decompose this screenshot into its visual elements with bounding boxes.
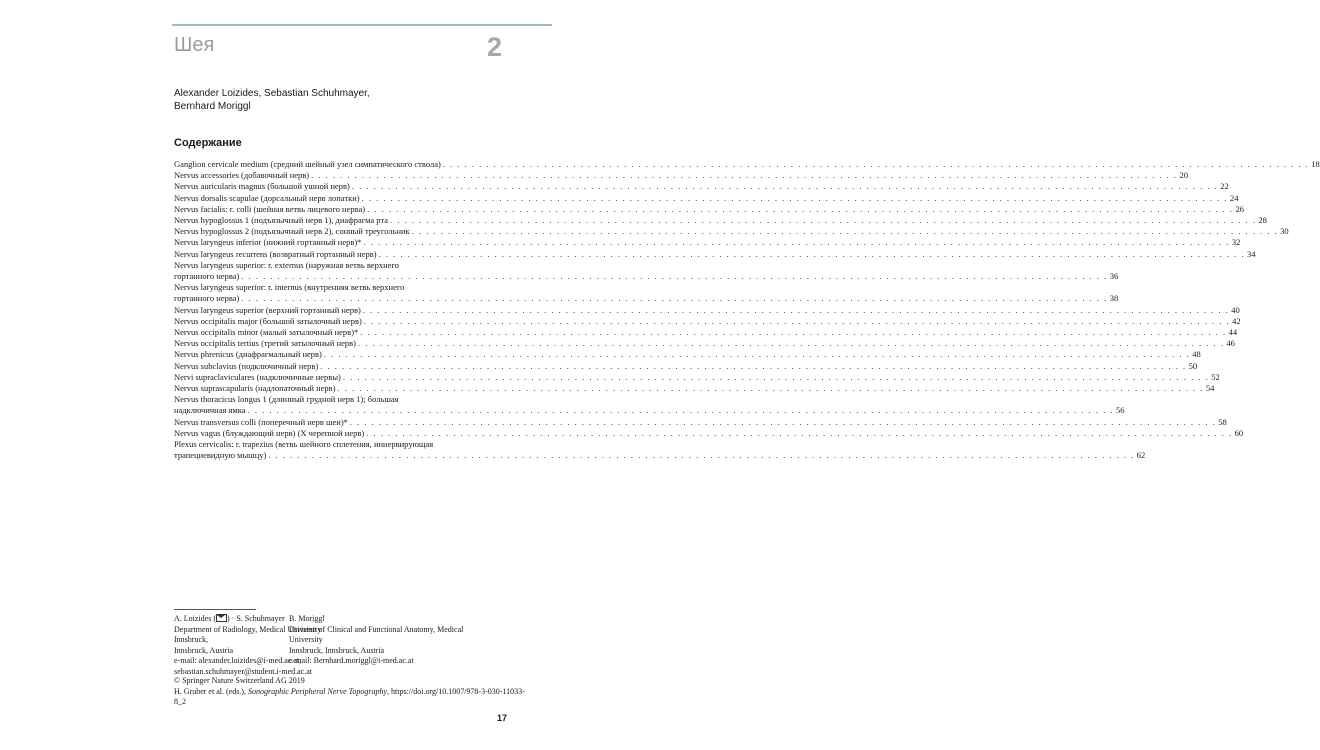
chapter-title: Шея <box>174 34 215 56</box>
copyright-notice <box>174 676 534 708</box>
toc-entry-page: 48 <box>1192 349 1201 360</box>
toc-entry[interactable] <box>174 338 1235 349</box>
toc-entry-title: Nervus facialis: r. colli (шейная ветвь лицевого нерва) <box>174 203 366 214</box>
email-line[interactable]: e-mail: alexander.loizides@i-med.ac.at; <box>174 656 302 665</box>
page-number: 17 <box>497 713 508 723</box>
envelope-icon <box>216 614 227 622</box>
toc-dot-leader: . . . . . . . . . . . . . . . . . . . . . . . . . . . . . . . . . . . . . . . . . . . . . . . . . . . . . . . . . . . . . . . . . . . . . . . . . . . . . . . . . . . . . . . . . . . . . . . . . . . . . . . . . . . . . . . . . . . . . . . . <box>241 293 1108 304</box>
affiliation-line: Department of Radiology, Medical University Innsbruck, <box>174 624 322 644</box>
toc-dot-leader: . . . . . . . . . . . . . . . . . . . . . . . . . . . . . . . . . . . . . . . . . . . . . . . . . . . . . . . . . . . . . . . . . . . . . . . . . . . . . . . . . . . . . . . . . . . . . . . . . . . . . . . . . . . . . . . . . . . . . . . . <box>349 416 1217 427</box>
affiliation-line: Division of Clinical and Functional Anatomy, Medical <box>289 624 464 634</box>
toc-entry[interactable] <box>174 349 1201 360</box>
toc-entry-page: 38 <box>1109 293 1119 304</box>
toc-entry-page: 60 <box>1234 427 1244 438</box>
toc-entry-page: 52 <box>1211 371 1220 382</box>
toc-entry-page: 54 <box>1205 383 1215 394</box>
toc-entry-title: Nervus occipitalis tertius (третий затылочный нерв) <box>174 338 356 349</box>
toc-entry-page: 22 <box>1220 181 1229 192</box>
toc-entry-title: надключичная ямка <box>174 405 246 416</box>
toc-entry[interactable] <box>174 427 1244 439</box>
toc-entry-title: Nervus accessories (добавочный нерв) <box>174 170 310 181</box>
toc-dot-leader: . . . . . . . . . . . . . . . . . . . . . . . . . . . . . . . . . . . . . . . . . . . . . . . . . . . . . . . . . . . . . . . . . . . . . . . . . . . . . . . . . . . . . . . . . . . . . . . . . . . . . . . . . . . . . . . . . . . . . . . . <box>363 237 1230 248</box>
toc-entry-page: 20 <box>1179 170 1189 181</box>
toc-entry[interactable] <box>174 215 1267 226</box>
affiliation-line: Innsbruck, Innsbruck, Austria <box>289 645 385 655</box>
toc-dot-leader: . . . . . . . . . . . . . . . . . . . . . . . . . . . . . . . . . . . . . . . . . . . . . . . . . . . . . . . . . . . . . . . . . . . . . . . . . . . . . . . . . . . . . . . . . . . . . . . . . . . . . . . . . . . . . . . . . . . . . . . . <box>366 427 1233 438</box>
toc-entry-title: Nervus laryngeus recurrens (возвратный гортанный нерв) <box>174 248 377 259</box>
toc-entry[interactable] <box>174 304 1240 316</box>
toc-entry[interactable] <box>174 260 504 271</box>
toc-entry[interactable] <box>174 192 1239 204</box>
email-line[interactable]: sebastian.schuhmayer@student.i-med.ac.at <box>174 666 312 676</box>
top-rule <box>172 24 552 26</box>
toc-entry[interactable] <box>174 271 1119 282</box>
toc-entry-title: Nervus transversus colli (поперечный нерв шеи)* <box>174 416 348 427</box>
toc-entry-title: Nervus laryngeus superior: r. externus (наружная ветвь верхнего <box>174 259 399 270</box>
toc-entry[interactable] <box>174 394 504 405</box>
footer-rule <box>174 609 256 610</box>
toc-entry-title: Nervus suprascapularis (надлопаточный нерв) <box>174 383 336 394</box>
toc-heading: Содержание <box>174 137 242 149</box>
toc-entry-title: трапециевидную мышцу) <box>174 450 267 461</box>
toc-entry[interactable] <box>174 170 1189 181</box>
toc-entry[interactable] <box>174 226 1289 237</box>
toc-entry-title: Nervus auricularis magnus (большой ушной нерв) <box>174 181 350 192</box>
doi-link[interactable]: , https://doi.org/10.1007/978-3-030-11033-8_2 <box>174 686 525 706</box>
toc-entry-title: Nervus laryngeus superior (верхний гортанный нерв) <box>174 304 361 315</box>
toc-entry-title: Nervus dorsalis scapulae (дорсальный нерв лопатки) <box>174 192 360 203</box>
toc-dot-leader: . . . . . . . . . . . . . . . . . . . . . . . . . . . . . . . . . . . . . . . . . . . . . . . . . . . . . . . . . . . . . . . . . . . . . . . . . . . . . . . . . . . . . . . . . . . . . . . . . . . . . . . . . . . . . . . . . . . . . . . . <box>363 315 1231 326</box>
toc-dot-leader: . . . . . . . . . . . . . . . . . . . . . . . . . . . . . . . . . . . . . . . . . . . . . . . . . . . . . . . . . . . . . . . . . . . . . . . . . . . . . . . . . . . . . . . . . . . . . . . . . . . . . . . . . . . . . . . . . . . . . . . . <box>311 170 1178 181</box>
toc-entry[interactable] <box>174 181 1229 192</box>
toc-dot-leader: . . . . . . . . . . . . . . . . . . . . . . . . . . . . . . . . . . . . . . . . . . . . . . . . . . . . . . . . . . . . . . . . . . . . . . . . . . . . . . . . . . . . . . . . . . . . . . . . . . . . . . . . . . . . . . . . . . . . . . . . <box>357 338 1225 349</box>
citation-line: H. Gruber et al. (eds.), Sonographic Peripheral Nerve Topography, https://doi.org/10.1007/978-3-030-11033-8_2 <box>174 686 525 706</box>
toc-dot-leader: . . . . . . . . . . . . . . . . . . . . . . . . . . . . . . . . . . . . . . . . . . . . . . . . . . . . . . . . . . . . . . . . . . . . . . . . . . . . . . . . . . . . . . . . . . . . . . . . . . . . . . . . . . . . . . . . . . . . . . . . <box>360 327 1227 338</box>
authors-line: Bernhard Moriggl <box>174 101 251 112</box>
toc-entry-page: 62 <box>1136 450 1146 461</box>
toc-entry-title: Nervus phrenicus (диафрагмальный нерв) <box>174 349 322 360</box>
toc-entry-page: 28 <box>1258 215 1267 226</box>
book-title: Sonographic Peripheral Nerve Topography <box>247 686 388 696</box>
toc-entry-page: 32 <box>1231 237 1241 248</box>
toc-dot-leader: . . . . . . . . . . . . . . . . . . . . . . . . . . . . . . . . . . . . . . . . . . . . . . . . . . . . . . . . . . . . . . . . . . . . . . . . . . . . . . . . . . . . . . . . . . . . . . . . . . . . . . . . . . . . . . . . . . . . . . . . <box>268 450 1135 461</box>
toc-dot-leader: . . . . . . . . . . . . . . . . . . . . . . . . . . . . . . . . . . . . . . . . . . . . . . . . . . . . . . . . . . . . . . . . . . . . . . . . . . . . . . . . . . . . . . . . . . . . . . . . . . . . . . . . . . . . . . . . . . . . . . . . <box>442 159 1310 169</box>
copyright-line: © Springer Nature Switzerland AG 2019 <box>174 676 305 685</box>
toc-entry[interactable] <box>174 371 1220 383</box>
toc-entry[interactable] <box>174 203 1244 215</box>
toc-entry-page: 26 <box>1235 203 1244 214</box>
toc-entry-page: 56 <box>1115 405 1125 416</box>
toc-dot-leader: . . . . . . . . . . . . . . . . . . . . . . . . . . . . . . . . . . . . . . . . . . . . . . . . . . . . . . . . . . . . . . . . . . . . . . . . . . . . . . . . . . . . . . . . . . . . . . . . . . . . . . . . . . . . . . . . . . . . . . . . <box>241 271 1108 282</box>
toc-entry[interactable] <box>174 383 1215 394</box>
toc-dot-leader: . . . . . . . . . . . . . . . . . . . . . . . . . . . . . . . . . . . . . . . . . . . . . . . . . . . . . . . . . . . . . . . . . . . . . . . . . . . . . . . . . . . . . . . . . . . . . . . . . . . . . . . . . . . . . . . . . . . . . . . . <box>323 349 1191 360</box>
toc-entry[interactable] <box>174 237 1241 248</box>
table-of-contents <box>174 159 1320 461</box>
toc-entry-title: Plexus cervicalis: r. trapezius (ветвь шейного сплетения, иннервирующая <box>174 439 434 450</box>
toc-entry-title: Ganglion cervicale medium (средний шейный узел симпатического ствола) <box>174 159 441 169</box>
toc-entry-page: 34 <box>1246 248 1256 259</box>
toc-dot-leader: . . . . . . . . . . . . . . . . . . . . . . . . . . . . . . . . . . . . . . . . . . . . . . . . . . . . . . . . . . . . . . . . . . . . . . . . . . . . . . . . . . . . . . . . . . . . . . . . . . . . . . . . . . . . . . . . . . . . . . . . <box>367 203 1234 214</box>
toc-entry-page: 18 <box>1311 159 1320 169</box>
toc-entry-title: Nervus laryngeus superior: r. internus (внутренняя ветвь верхнего <box>174 282 405 293</box>
toc-entry[interactable] <box>174 293 1119 304</box>
toc-dot-leader: . . . . . . . . . . . . . . . . . . . . . . . . . . . . . . . . . . . . . . . . . . . . . . . . . . . . . . . . . . . . . . . . . . . . . . . . . . . . . . . . . . . . . . . . . . . . . . . . . . . . . . . . . . . . . . . . . . . . . . . . <box>411 226 1279 237</box>
toc-entry-title: Nervus hypoglossus 2 (подъязычный нерв 2), сонный треугольник <box>174 226 410 237</box>
toc-dot-leader: . . . . . . . . . . . . . . . . . . . . . . . . . . . . . . . . . . . . . . . . . . . . . . . . . . . . . . . . . . . . . . . . . . . . . . . . . . . . . . . . . . . . . . . . . . . . . . . . . . . . . . . . . . . . . . . . . . . . . . . . <box>351 181 1219 192</box>
author-name: B. Moriggl <box>289 614 325 623</box>
toc-entry-page: 46 <box>1226 338 1235 349</box>
toc-entry-page: 50 <box>1188 360 1198 371</box>
toc-entry-page: 58 <box>1218 416 1227 427</box>
toc-entry[interactable] <box>174 360 1198 372</box>
toc-entry-page: 24 <box>1229 192 1239 203</box>
toc-dot-leader: . . . . . . . . . . . . . . . . . . . . . . . . . . . . . . . . . . . . . . . . . . . . . . . . . . . . . . . . . . . . . . . . . . . . . . . . . . . . . . . . . . . . . . . . . . . . . . . . . . . . . . . . . . . . . . . . . . . . . . . . <box>320 360 1187 371</box>
toc-entry-page: 30 <box>1280 226 1289 237</box>
toc-entry[interactable] <box>174 416 1227 428</box>
toc-entry-title: гортанного нерва) <box>174 271 240 282</box>
toc-entry[interactable] <box>174 327 1238 338</box>
toc-entry-title: Nervus occipitalis major (большой затылочный нерв) <box>174 315 362 326</box>
authors-line: Alexander Loizides, Sebastian Schuhmayer, <box>174 88 370 99</box>
toc-entry-title: Nervi supraclaviculares (надключичные нервы) <box>174 371 341 382</box>
email-line[interactable]: e-mail: Bernhard.moriggl@i-med.ac.at <box>289 656 414 665</box>
toc-entry-title: Nervus vagus (блуждающий нерв) (X черепной нерв) <box>174 427 365 438</box>
toc-entry-page: 42 <box>1232 315 1241 326</box>
toc-entry[interactable] <box>174 439 504 450</box>
toc-entry-title: Nervus thoracicus longus 1 (длинный грудной нерв 1); большая <box>174 394 399 405</box>
toc-dot-leader: . . . . . . . . . . . . . . . . . . . . . . . . . . . . . . . . . . . . . . . . . . . . . . . . . . . . . . . . . . . . . . . . . . . . . . . . . . . . . . . . . . . . . . . . . . . . . . . . . . . . . . . . . . . . . . . . . . . . . . . . <box>362 304 1230 315</box>
toc-entry-page: 36 <box>1109 271 1119 282</box>
toc-entry-page: 44 <box>1228 327 1238 338</box>
toc-entry-page: 40 <box>1231 304 1240 315</box>
toc-entry[interactable] <box>174 315 1241 327</box>
chapter-number: 2 <box>487 32 503 62</box>
toc-dot-leader: . . . . . . . . . . . . . . . . . . . . . . . . . . . . . . . . . . . . . . . . . . . . . . . . . . . . . . . . . . . . . . . . . . . . . . . . . . . . . . . . . . . . . . . . . . . . . . . . . . . . . . . . . . . . . . . . . . . . . . . . <box>337 383 1204 394</box>
toc-dot-leader: . . . . . . . . . . . . . . . . . . . . . . . . . . . . . . . . . . . . . . . . . . . . . . . . . . . . . . . . . . . . . . . . . . . . . . . . . . . . . . . . . . . . . . . . . . . . . . . . . . . . . . . . . . . . . . . . . . . . . . . . <box>247 405 1114 416</box>
authors <box>174 87 504 113</box>
toc-entry[interactable] <box>174 405 1125 416</box>
toc-dot-leader: . . . . . . . . . . . . . . . . . . . . . . . . . . . . . . . . . . . . . . . . . . . . . . . . . . . . . . . . . . . . . . . . . . . . . . . . . . . . . . . . . . . . . . . . . . . . . . . . . . . . . . . . . . . . . . . . . . . . . . . . <box>361 192 1228 203</box>
toc-entry-title: Nervus laryngeus inferior (нижний гортанный нерв)* <box>174 237 362 248</box>
toc-entry[interactable] <box>174 159 1320 170</box>
toc-dot-leader: . . . . . . . . . . . . . . . . . . . . . . . . . . . . . . . . . . . . . . . . . . . . . . . . . . . . . . . . . . . . . . . . . . . . . . . . . . . . . . . . . . . . . . . . . . . . . . . . . . . . . . . . . . . . . . . . . . . . . . . . <box>390 215 1257 226</box>
affiliation-line: Innsbruck, Austria <box>174 645 234 655</box>
footer-right-affiliation <box>289 614 514 667</box>
affiliation-line: University <box>289 635 323 644</box>
toc-entry[interactable] <box>174 450 1146 461</box>
toc-entry[interactable] <box>174 248 1256 260</box>
toc-entry-title: Nervus subclavius (подключичный нерв) <box>174 360 319 371</box>
toc-entry-title: Nervus hypoglossus 1 (подъязычный нерв 1), диафрагма рта <box>174 215 389 226</box>
author-names: A. Loizides ( ) · S. Schuhmayer <box>174 614 285 623</box>
toc-entry[interactable] <box>174 282 504 293</box>
toc-entry-title: гортанного нерва) <box>174 293 240 304</box>
toc-entry-title: Nervus occipitalis minor (малый затылочный нерв)* <box>174 327 359 338</box>
toc-dot-leader: . . . . . . . . . . . . . . . . . . . . . . . . . . . . . . . . . . . . . . . . . . . . . . . . . . . . . . . . . . . . . . . . . . . . . . . . . . . . . . . . . . . . . . . . . . . . . . . . . . . . . . . . . . . . . . . . . . . . . . . . <box>378 248 1245 259</box>
toc-dot-leader: . . . . . . . . . . . . . . . . . . . . . . . . . . . . . . . . . . . . . . . . . . . . . . . . . . . . . . . . . . . . . . . . . . . . . . . . . . . . . . . . . . . . . . . . . . . . . . . . . . . . . . . . . . . . . . . . . . . . . . . . <box>342 371 1210 382</box>
